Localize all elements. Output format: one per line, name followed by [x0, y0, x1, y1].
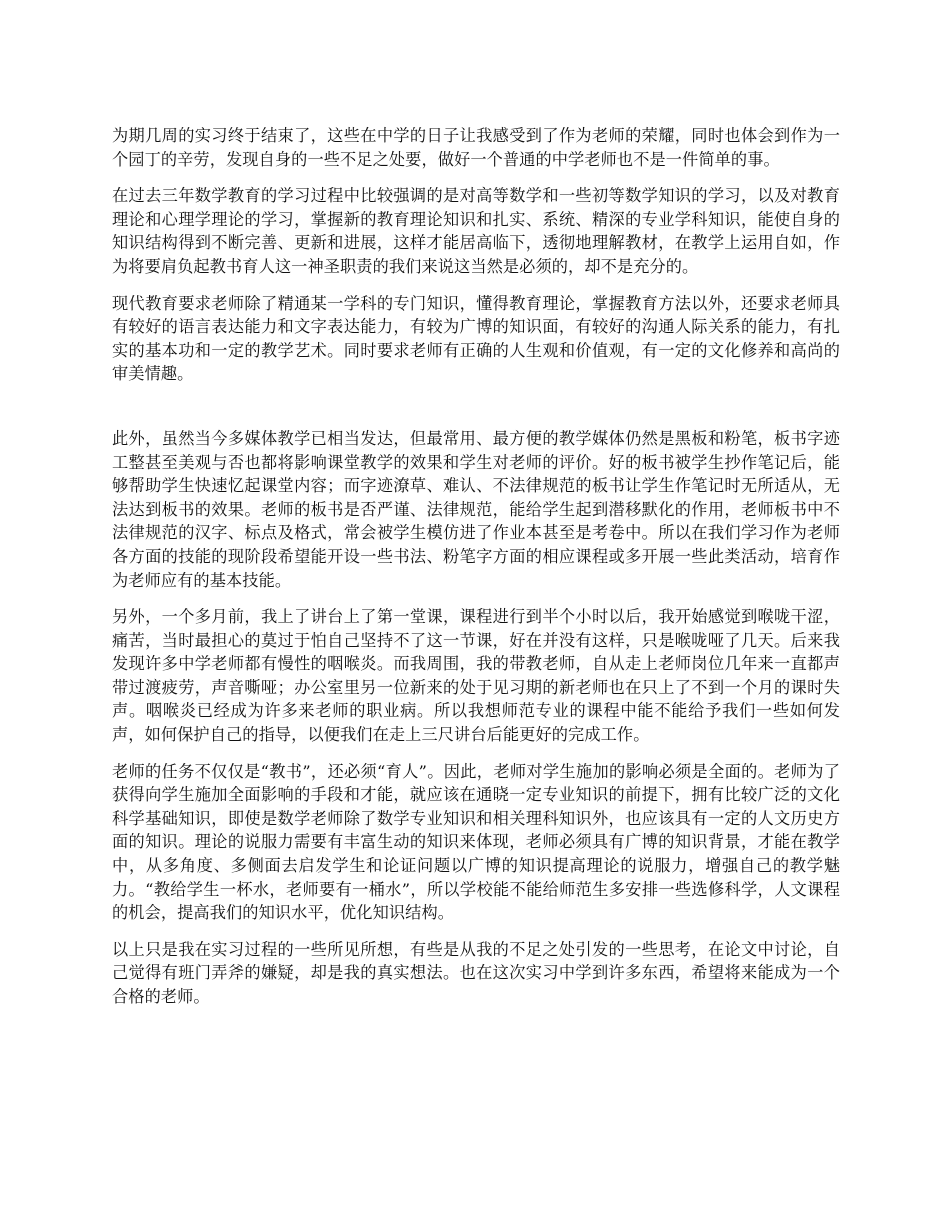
paragraph-modern-education: 现代教育要求老师除了精通某一学科的专门知识，懂得教育理论，掌握教育方法以外，还要求老师具有较好的语言表达能力和文字表达能力，有较为广博的知识面，有较好的沟通人际关系的能力，有扎实的基本功和一定的教学艺术。同时要求老师有正确的人生观和价值观，有一定的文化修养和高尚的审美情趣。: [112, 293, 840, 384]
paragraph-conclusion: 以上只是我在实习过程的一些所见所想，有些是从我的不足之处引发的一些思考，在论文中讨论，自己觉得有班门弄斧的嫌疑，却是我的真实想法。也在这次实习中学到许多东西，希望将来能成为一个合格的老师。: [112, 939, 840, 1006]
paragraph-blackboard: 此外，虽然当今多媒体教学已相当发达，但最常用、最方便的教学媒体仍然是黑板和粉笔，板书字迹工整甚至美观与否也都将影响课堂教学的效果和学生对老师的评价。好的板书被学生抄作笔记后，能够帮助学生快速忆起课堂内容；而字迹潦草、难认、不法律规范的板书让学生作笔记时无所适从，无法达到板书的效果。老师的板书是否严谨、法律规范，能给学生起到潜移默化的作用，老师板书中不法律规范的汉字、标点及格式，常会被学生模仿进了作业本甚至是考卷中。所以在我们学习作为老师各方面的技能的现阶段希望能开设一些书法、粉笔字方面的相应课程或多开展一些此类活动，培育作为老师应有的基本技能。: [112, 428, 840, 590]
document-body: [112, 124, 840, 1022]
paragraph-math-education: 在过去三年数学教育的学习过程中比较强调的是对高等数学和一些初等数学知识的学习，以及对教育理论和心理学理论的学习，掌握新的教育理论知识和扎实、系统、精深的专业学科知识，能使自身的知识结构得到不断完善、更新和进展，这样才能居高临下，透彻地理解教材，在教学上运用自如，作为将要肩负起教书育人这一神圣职责的我们来说这当然是必须的，却不是充分的。: [112, 186, 840, 276]
paragraph-voice-care: 另外，一个多月前，我上了讲台上了第一堂课，课程进行到半个小时以后，我开始感觉到喉咙干涩，痛苦，当时最担心的莫过于怕自己坚持不了这一节课，好在并没有这样，只是喉咙哑了几天。后来我发现许多中学老师都有慢性的咽喉炎。而我周围，我的带教老师，自从走上老师岗位几年来一直都声带过渡疲劳，声音嘶哑；办公室里另一位新来的处于见习期的新老师也在只上了不到一个月的课时失声。咽喉炎已经成为许多来老师的职业病。所以我想师范专业的课程中能不能给予我们一些如何发声，如何保护自己的指导，以便我们在走上三尺讲台后能更好的完成工作。: [112, 607, 840, 745]
paragraph-teaching-task: 老师的任务不仅仅是“教书”，还必须“育人”。因此，老师对学生施加的影响必须是全面的。老师为了获得向学生施加全面影响的手段和才能，就应该在通晓一定专业知识的前提下，拥有比较广泛的文化科学基础知识，即使是数学老师除了数学专业知识和相关理科知识外，也应该具有一定的人文历史方面的知识。理论的说服力需要有丰富生动的知识来体现，老师必须具有广博的知识背景，才能在教学中，从多角度、多侧面去启发学生和论证问题以广博的知识提高理论的说服力，增强自己的教学魅力。“教给学生一杯水，老师要有一桶水”，所以学校能不能给师范生多安排一些选修科学，人文课程的机会，提高我们的知识水平，优化知识结构。: [112, 761, 840, 923]
section-gap: [112, 399, 840, 427]
paragraph-intro: 为期几周的实习终于结束了，这些在中学的日子让我感受到了作为老师的荣耀，同时也体会到作为一个园丁的辛劳，发现自身的一些不足之处要，做好一个普通的中学老师也不是一件简单的事。: [112, 126, 840, 169]
